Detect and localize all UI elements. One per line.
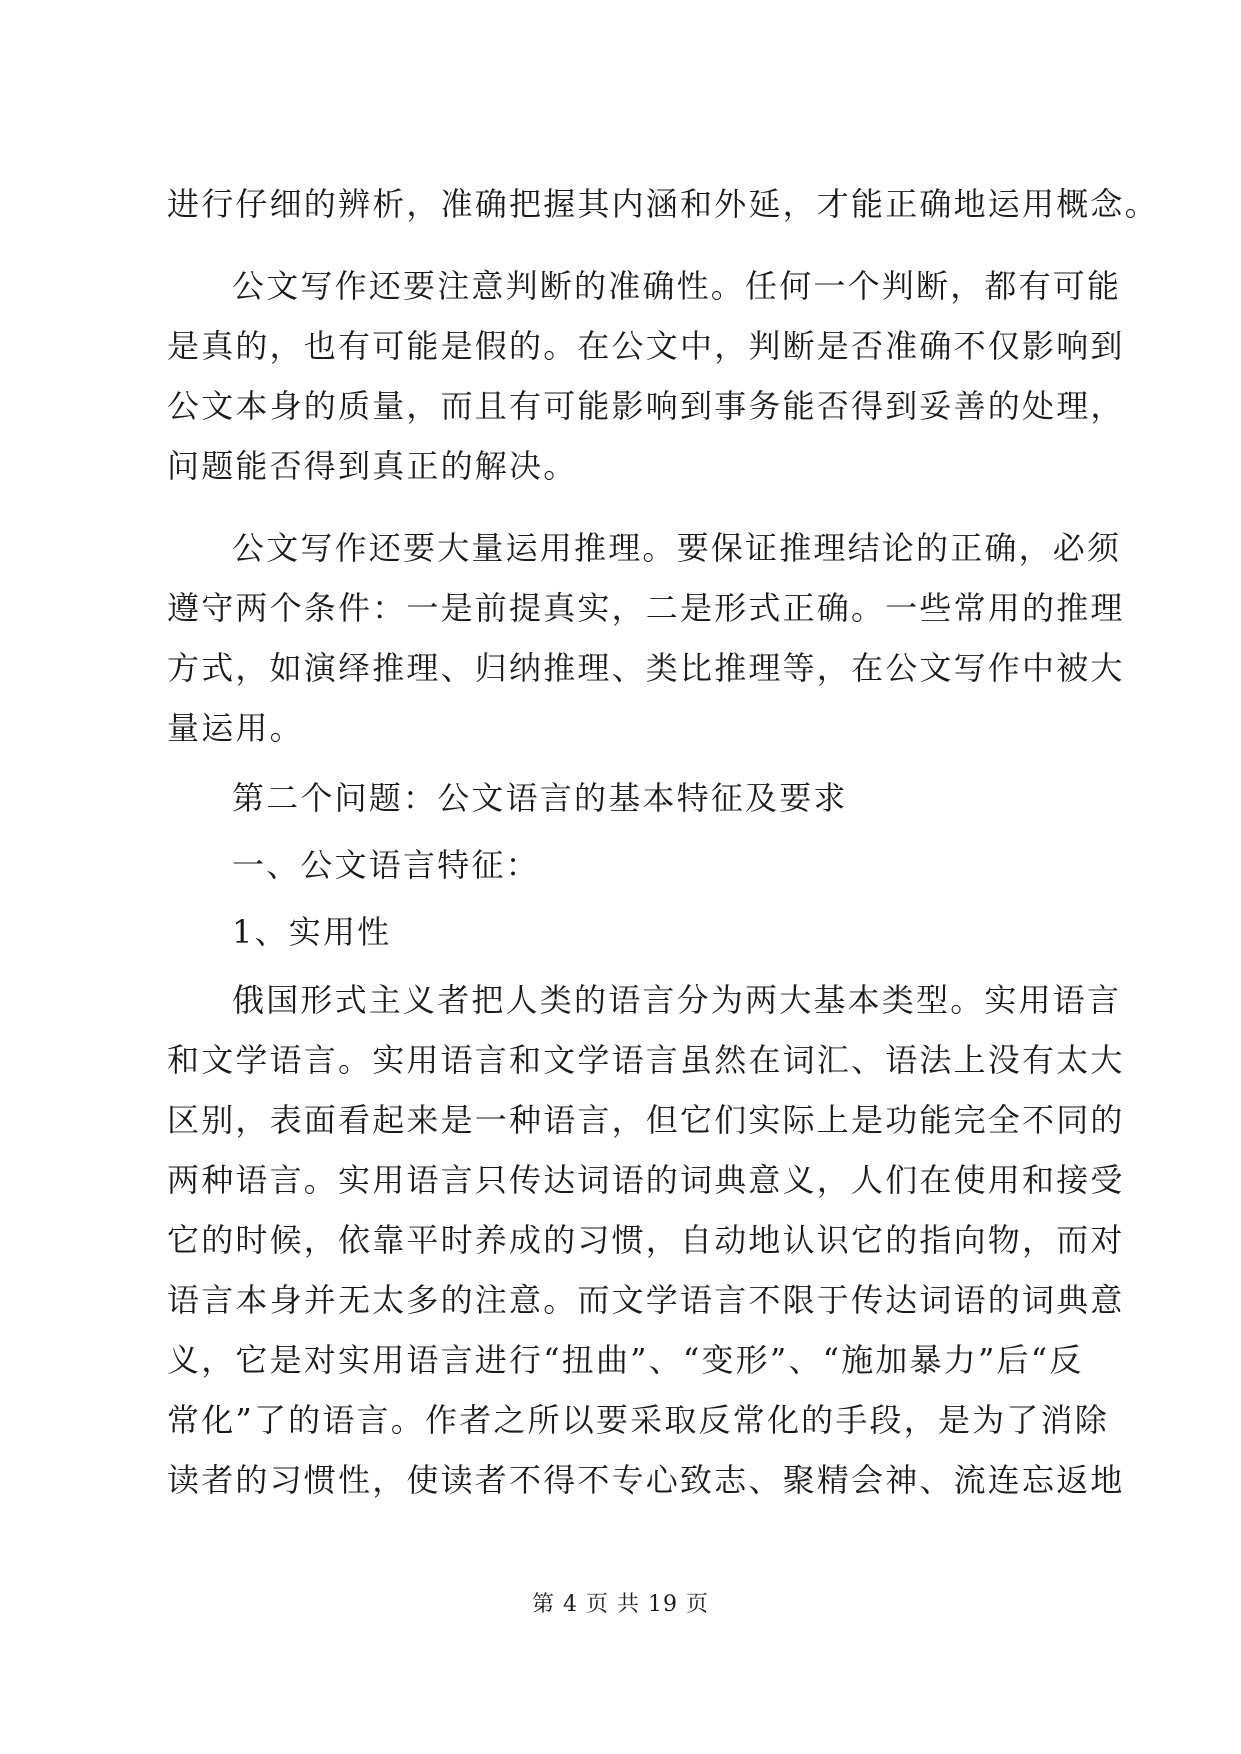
text-line: 遵守两个条件：一是前提真实，二是形式正确。一些常用的推理: [167, 589, 1125, 627]
text-line: 方式，如演绎推理、归纳推理、类比推理等，在公文写作中被大: [167, 649, 1125, 687]
text-line: 公文写作还要注意判断的准确性。任何一个判断，都有可能: [232, 267, 1122, 305]
text-line: 它的时候，依靠平时养成的习惯，自动地认识它的指向物，而对: [167, 1221, 1125, 1259]
page-number-footer: 第 4 页 共 19 页: [532, 1592, 709, 1617]
text-line: 量运用。: [167, 709, 304, 747]
text-line: 读者的习惯性，使读者不得不专心致志、聚精会神、流连忘返地: [167, 1461, 1125, 1499]
text-line: 语言本身并无太多的注意。而文学语言不限于传达词语的词典意: [167, 1281, 1125, 1319]
text-line: 俄国形式主义者把人类的语言分为两大基本类型。实用语言: [232, 981, 1122, 1019]
text-line: 问题能否得到真正的解决。: [167, 447, 578, 485]
text-line: 义，它是对实用语言进行“扭曲”、“变形”、“施加暴力”后“反: [167, 1341, 1084, 1379]
text-line: 两种语言。实用语言只传达词语的词典意义，人们在使用和接受: [167, 1161, 1125, 1199]
subsection-heading: 1、实用性: [232, 913, 392, 951]
text-line: 和文学语言。实用语言和文学语言虽然在词汇、语法上没有太大: [167, 1041, 1125, 1079]
text-line: 公文写作还要大量运用推理。要保证推理结论的正确，必须: [232, 529, 1122, 567]
subsection-heading: 一、公文语言特征：: [232, 846, 540, 884]
text-line: 是真的，也有可能是假的。在公文中，判断是否准确不仅影响到: [167, 327, 1125, 365]
text-line: 进行仔细的辨析，准确把握其内涵和外延，才能正确地运用概念。: [167, 185, 1159, 223]
text-line: 区别，表面看起来是一种语言，但它们实际上是功能完全不同的: [167, 1101, 1125, 1139]
section-heading: 第二个问题：公文语言的基本特征及要求: [232, 779, 848, 817]
text-line: 公文本身的质量，而且有可能影响到事务能否得到妥善的处理，: [167, 387, 1125, 425]
text-line: 常化”了的语言。作者之所以要采取反常化的手段，是为了消除: [167, 1401, 1109, 1439]
